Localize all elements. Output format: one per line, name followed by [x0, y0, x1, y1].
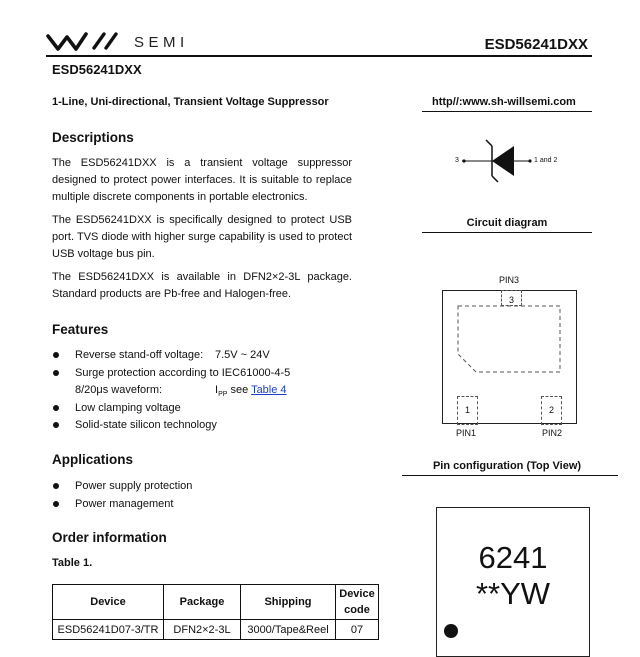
- descriptions-heading: Descriptions: [52, 130, 134, 145]
- circuit-pin-left-label: 3: [455, 157, 459, 164]
- document-subtitle: 1-Line, Uni-directional, Transient Voltage Suppressor: [52, 96, 329, 108]
- pin1-indicator-dot: [444, 624, 458, 638]
- part-title: ESD56241DXX: [52, 62, 142, 77]
- list-item: Surge protection according to IEC61000-4-5: [52, 365, 290, 383]
- pin2-pad-number: 2: [549, 405, 555, 415]
- website-link[interactable]: http//:www.sh-willsemi.com: [432, 96, 576, 108]
- circuit-diagram-caption: Circuit diagram: [466, 217, 548, 229]
- list-item: Low clamping voltage: [52, 400, 290, 418]
- description-paragraph-1: The ESD56241DXX is a transient voltage suppressor designed to protect power interfaces. It is suitable to replace multiple discrete components in portable electronics.: [52, 157, 352, 203]
- applications-heading: Applications: [52, 452, 134, 467]
- thermal-pad-outline: [457, 305, 561, 373]
- bullet-icon: [53, 370, 59, 376]
- bullet-icon: [53, 501, 59, 507]
- table-4-link[interactable]: Table 4: [251, 384, 287, 396]
- package-outline: [442, 290, 577, 424]
- list-item: Reverse stand-off voltage: 7.5V ~ 24V: [52, 347, 290, 365]
- pin-configuration-caption: Pin configuration (Top View): [432, 460, 582, 472]
- website-underline: [422, 111, 592, 112]
- table-cell: 07: [336, 620, 379, 640]
- column-header-device-code: Device code: [336, 585, 379, 620]
- table-cell: ESD56241D07-3/TR: [53, 620, 164, 640]
- order-information-heading: Order information: [52, 530, 167, 545]
- column-header-package: Package: [164, 585, 241, 620]
- features-heading: Features: [52, 322, 109, 337]
- description-paragraph-2: The ESD56241DXX is specifically designed to protect USB port. TVS diode with higher surge capability is used to protect USB voltage bus pin.: [52, 214, 352, 260]
- pin2-label: PIN2: [542, 428, 563, 438]
- header-part-number: ESD56241DXX: [484, 36, 588, 53]
- table-caption: Table 1.: [52, 557, 93, 569]
- pin-config-caption-rule: [402, 475, 618, 476]
- pin3-label: PIN3: [499, 275, 520, 285]
- list-item: Solid-state silicon technology: [52, 417, 290, 435]
- pin3-pad-number: 3: [509, 295, 515, 305]
- company-logo: [46, 28, 126, 52]
- pin1-label: PIN1: [456, 428, 477, 438]
- bullet-icon: [53, 483, 59, 489]
- order-table: [52, 584, 379, 640]
- marking-line-2: **YW: [475, 576, 551, 611]
- table-row: [53, 620, 379, 640]
- table-cell: 3000/Tape&Reel: [241, 620, 336, 640]
- circuit-pin-right-label: 1 and 2: [534, 157, 558, 164]
- pin1-pad-number: 1: [465, 405, 471, 415]
- list-item: Power management: [52, 496, 192, 514]
- list-item: 8/20μs waveform: $I_{PP}$ see Table 4: [75, 384, 287, 399]
- description-paragraph-3: The ESD56241DXX is available in DFN2×2-3L package. Standard products are Pb-free and Halogen-free.: [52, 271, 352, 300]
- bullet-icon: [53, 405, 59, 411]
- table-header-row: [53, 585, 379, 620]
- bullet-icon: [53, 352, 59, 358]
- header-divider: [46, 55, 592, 57]
- table-cell: DFN2×2-3L: [164, 620, 241, 640]
- logo-text: SEMI: [134, 34, 189, 51]
- tvs-diode-symbol: [462, 136, 538, 186]
- features-list: [52, 347, 290, 435]
- circuit-caption-rule: [422, 232, 592, 233]
- list-item: Power supply protection: [52, 478, 192, 496]
- column-header-shipping: Shipping: [241, 585, 336, 620]
- column-header-device: Device: [53, 585, 164, 620]
- marking-line-1: 6241: [478, 540, 548, 575]
- bullet-icon: [53, 422, 59, 428]
- applications-list: [52, 478, 192, 513]
